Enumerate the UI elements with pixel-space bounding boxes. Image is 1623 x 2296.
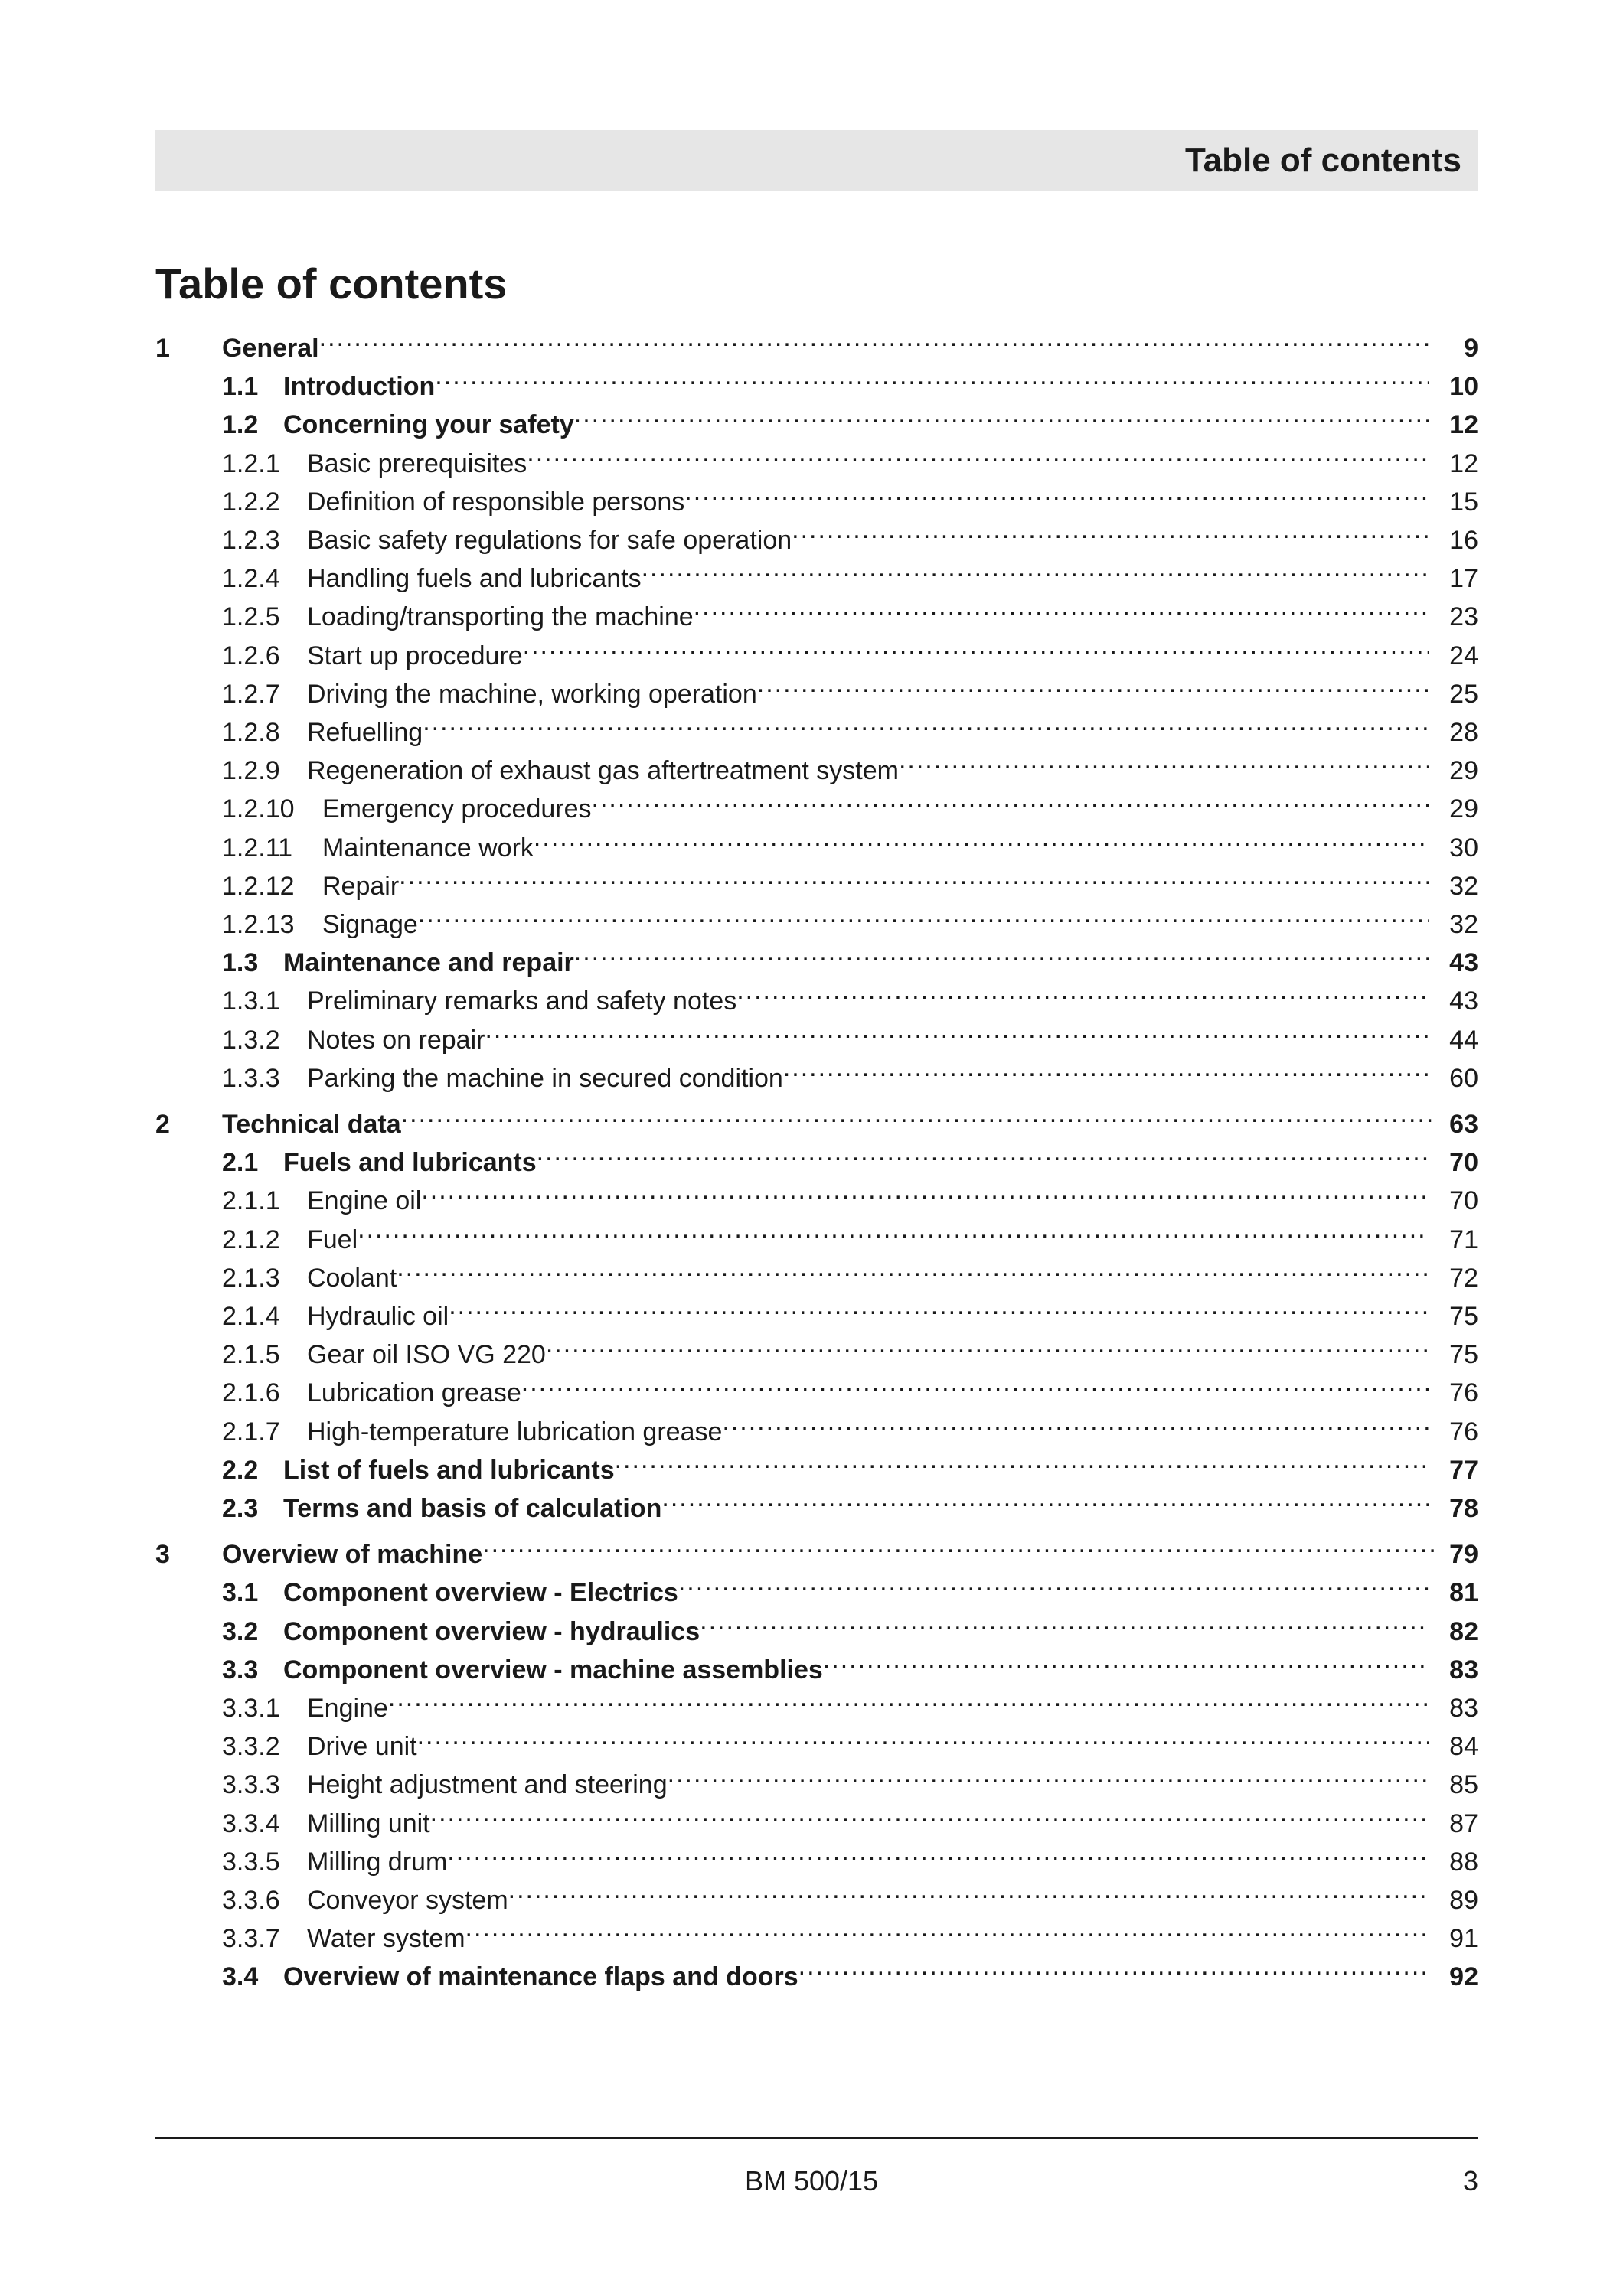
toc-entry[interactable] — [222, 664, 1478, 709]
toc-entry-title: Maintenance and repair — [283, 948, 574, 977]
toc-entry[interactable] — [222, 626, 1478, 670]
toc-entry-number: 1.2.1 — [222, 449, 280, 478]
toc-dot-leader — [899, 741, 1429, 779]
toc-entry-title: Lubrication grease — [307, 1378, 521, 1407]
toc-dot-leader — [418, 895, 1429, 933]
toc-entry[interactable] — [222, 357, 1478, 401]
toc-entry-page: 30 — [1449, 833, 1478, 863]
toc-dot-leader — [449, 1287, 1429, 1325]
toc-entry[interactable] — [155, 1525, 1478, 1569]
toc-entry-title: Notes on repair — [307, 1026, 485, 1055]
toc-entry-number: 2.1.6 — [222, 1378, 280, 1407]
toc-entry-number: 2.3 — [222, 1494, 259, 1523]
toc-entry-number: 1.2.10 — [222, 794, 295, 823]
toc-entry-page: 43 — [1449, 987, 1478, 1016]
toc-entry-page: 29 — [1449, 756, 1478, 785]
toc-entry[interactable] — [222, 1133, 1478, 1177]
toc-entry-page: 10 — [1449, 372, 1478, 401]
toc-entry-page: 63 — [1449, 1110, 1478, 1139]
toc-entry-title: Water system — [307, 1924, 465, 1953]
toc-dot-leader — [661, 1479, 1429, 1517]
toc-entry-title: Component overview - machine assemblies — [283, 1655, 823, 1684]
toc-entry-page: 16 — [1449, 526, 1478, 555]
toc-entry[interactable] — [222, 1210, 1478, 1254]
toc-dot-leader — [465, 1909, 1429, 1947]
toc-entry-title: Fuel — [307, 1225, 358, 1254]
toc-entry-title: Regeneration of exhaust gas aftertreatment system — [307, 756, 899, 785]
toc-entry-title: Handling fuels and lubricants — [307, 564, 642, 593]
toc-entry-title: Engine — [307, 1694, 388, 1723]
toc-entry-title: General — [222, 334, 319, 363]
toc-entry-title: Loading/transporting the machine — [307, 602, 694, 631]
toc-entry-number: 3.3.5 — [222, 1848, 280, 1877]
toc-dot-leader — [574, 933, 1429, 971]
toc-entry[interactable] — [222, 1640, 1478, 1684]
toc-entry-title: Introduction — [283, 372, 436, 401]
toc-entry-number: 1.2.2 — [222, 488, 280, 517]
toc-entry-title: Maintenance work — [322, 833, 534, 863]
toc-entry-title: Overview of maintenance flaps and doors — [283, 1962, 798, 1991]
toc-entry-page: 25 — [1449, 680, 1478, 709]
toc-entry-page: 89 — [1449, 1886, 1478, 1915]
toc-entry[interactable] — [222, 395, 1478, 439]
toc-entry-number: 3.3.6 — [222, 1886, 280, 1915]
toc-entry[interactable] — [155, 1094, 1478, 1139]
toc-entry-title: Engine oil — [307, 1186, 422, 1215]
toc-entry-number: 1.2 — [222, 410, 259, 439]
toc-dot-leader — [592, 779, 1429, 817]
toc-dot-leader — [447, 1832, 1429, 1870]
toc-entry-page: 77 — [1449, 1456, 1478, 1485]
toc-entry[interactable] — [222, 1678, 1478, 1723]
toc-entry-title: Refuelling — [307, 718, 423, 747]
toc-entry-number: 1.2.12 — [222, 872, 295, 901]
toc-entry-number: 3.3.1 — [222, 1694, 280, 1723]
toc-dot-leader — [678, 1563, 1429, 1601]
toc-entry-page: 29 — [1449, 794, 1478, 823]
toc-entry-title: High-temperature lubrication grease — [307, 1417, 723, 1446]
toc-entry-page: 60 — [1449, 1064, 1478, 1093]
toc-entry-number: 2.1.4 — [222, 1302, 280, 1331]
toc-entry-title: Terms and basis of calculation — [283, 1494, 662, 1523]
toc-dot-leader — [435, 357, 1429, 395]
toc-entry-page: 72 — [1449, 1264, 1478, 1293]
toc-entry-page: 82 — [1449, 1617, 1478, 1646]
toc-entry-number: 3.3 — [222, 1655, 259, 1684]
toc-entry-title: Definition of responsible persons — [307, 488, 685, 517]
toc-entry[interactable] — [222, 472, 1478, 517]
running-header — [155, 130, 1478, 191]
toc-entry-title: Gear oil ISO VG 220 — [307, 1340, 546, 1369]
toc-entry-page: 70 — [1449, 1186, 1478, 1215]
toc-entry-number: 1.3.3 — [222, 1064, 280, 1093]
running-header-title: Table of contents — [1185, 142, 1461, 179]
toc-dot-leader — [401, 1094, 1434, 1133]
toc-entry-page: 28 — [1449, 718, 1478, 747]
toc-dot-leader — [792, 510, 1429, 549]
toc-entry-number: 1.2.3 — [222, 526, 280, 555]
toc-dot-leader — [319, 318, 1434, 357]
toc-dot-leader — [430, 1794, 1429, 1832]
toc-entry[interactable] — [155, 318, 1478, 363]
toc-entry-page: 91 — [1449, 1924, 1478, 1953]
toc-entry-title: Basic prerequisites — [307, 449, 527, 478]
toc-entry-page: 76 — [1449, 1417, 1478, 1446]
toc-entry-title: Preliminary remarks and safety notes — [307, 987, 737, 1016]
toc-entry-page: 71 — [1449, 1225, 1478, 1254]
toc-dot-leader — [388, 1678, 1429, 1717]
toc-entry-number: 3.1 — [222, 1578, 259, 1607]
toc-dot-leader — [574, 395, 1429, 433]
toc-entry-title: Component overview - hydraulics — [283, 1617, 700, 1646]
toc-dot-leader — [823, 1640, 1429, 1678]
toc-entry-number: 1.2.11 — [222, 833, 293, 863]
toc-entry-number: 3.3.2 — [222, 1732, 280, 1761]
toc-entry-page: 17 — [1449, 564, 1478, 593]
toc-dot-leader — [722, 1402, 1429, 1440]
toc-entry-page: 92 — [1449, 1962, 1478, 1991]
toc-dot-leader — [508, 1870, 1429, 1909]
toc-entry-title: Emergency procedures — [322, 794, 592, 823]
toc-entry-page: 85 — [1449, 1770, 1478, 1799]
toc-entry-number: 3 — [155, 1540, 170, 1569]
toc-entry[interactable] — [222, 1602, 1478, 1646]
footer-document-id: BM 500/15 — [744, 2165, 879, 2197]
toc-entry-title: Component overview - Electrics — [283, 1578, 678, 1607]
toc-entry[interactable] — [222, 1010, 1478, 1055]
toc-dot-leader — [399, 856, 1429, 895]
toc-entry-title: Parking the machine in secured condition — [307, 1064, 783, 1093]
toc-dot-leader — [694, 587, 1429, 625]
toc-entry-page: 83 — [1449, 1694, 1478, 1723]
toc-entry-title: Milling unit — [307, 1809, 430, 1838]
toc-entry[interactable] — [222, 1402, 1478, 1446]
toc-dot-leader — [485, 1010, 1429, 1049]
toc-entry-page: 84 — [1449, 1732, 1478, 1761]
toc-entry-number: 2 — [155, 1110, 170, 1139]
toc-entry-page: 15 — [1449, 488, 1478, 517]
toc-entry[interactable] — [222, 933, 1478, 977]
toc-entry-number: 1.2.9 — [222, 756, 280, 785]
toc-entry[interactable] — [222, 1363, 1478, 1407]
toc-entry[interactable] — [222, 1325, 1478, 1369]
toc-entry[interactable] — [222, 895, 1478, 939]
toc-entry-number: 2.1.1 — [222, 1186, 280, 1215]
toc-entry-title: Overview of machine — [222, 1540, 483, 1569]
toc-entry-page: 75 — [1449, 1302, 1478, 1331]
toc-dot-leader — [642, 549, 1429, 587]
toc-dot-leader — [421, 1171, 1429, 1209]
toc-dot-leader — [527, 434, 1429, 472]
toc-entry[interactable] — [222, 971, 1478, 1016]
toc-dot-leader — [397, 1248, 1429, 1287]
toc-dot-leader — [757, 664, 1429, 703]
toc-dot-leader — [537, 1133, 1429, 1171]
toc-entry-title: Repair — [322, 872, 400, 901]
toc-entry[interactable] — [222, 1870, 1478, 1915]
toc-dot-leader — [482, 1525, 1434, 1563]
toc-entry-page: 81 — [1449, 1578, 1478, 1607]
toc-dot-leader — [684, 472, 1429, 510]
toc-entry[interactable] — [222, 434, 1478, 478]
toc-entry-title: Technical data — [222, 1110, 401, 1139]
toc-dot-leader — [423, 703, 1429, 741]
toc-entry-title: Signage — [322, 910, 418, 939]
toc-entry-title: Height adjustment and steering — [307, 1770, 668, 1799]
toc-entry-page: 24 — [1449, 641, 1478, 670]
toc-entry-number: 1.2.8 — [222, 718, 280, 747]
toc-entry[interactable] — [222, 1947, 1478, 1991]
toc-entry-number: 1.2.4 — [222, 564, 280, 593]
toc-entry-number: 3.2 — [222, 1617, 259, 1646]
toc-entry-number: 2.1.7 — [222, 1417, 280, 1446]
toc-entry-page: 83 — [1449, 1655, 1478, 1684]
toc-entry-title: Coolant — [307, 1264, 397, 1293]
toc-entry-title: Hydraulic oil — [307, 1302, 449, 1331]
toc-entry-number: 1.2.5 — [222, 602, 280, 631]
toc-entry-page: 9 — [1464, 334, 1478, 363]
toc-entry-number: 1.2.7 — [222, 680, 280, 709]
toc-entry[interactable] — [222, 549, 1478, 593]
toc-entry-page: 76 — [1449, 1378, 1478, 1407]
toc-dot-leader — [798, 1947, 1429, 1985]
toc-dot-leader — [736, 971, 1429, 1009]
toc-entry[interactable] — [222, 1440, 1478, 1485]
toc-entry-title: Start up procedure — [307, 641, 523, 670]
toc-entry-title: List of fuels and lubricants — [283, 1456, 615, 1485]
toc-entry-number: 1 — [155, 334, 170, 363]
toc-entry[interactable] — [222, 1717, 1478, 1761]
toc-entry-number: 2.2 — [222, 1456, 259, 1485]
footer-page-number: 3 — [1462, 2165, 1478, 2197]
page-title: Table of contents — [155, 259, 508, 308]
toc-entry[interactable] — [222, 1909, 1478, 1953]
toc-entry-page: 75 — [1449, 1340, 1478, 1369]
toc-dot-leader — [546, 1325, 1429, 1363]
footer-divider — [155, 2137, 1478, 2139]
toc-entry-number: 1.2.13 — [222, 910, 295, 939]
toc-entry-title: Conveyor system — [307, 1886, 508, 1915]
toc-entry-number: 2.1 — [222, 1148, 259, 1177]
toc-dot-leader — [358, 1210, 1429, 1248]
toc-dot-leader — [523, 626, 1429, 664]
toc-entry[interactable] — [222, 703, 1478, 747]
toc-entry[interactable] — [222, 818, 1478, 863]
toc-entry-page: 88 — [1449, 1848, 1478, 1877]
toc-entry[interactable] — [222, 779, 1478, 823]
toc-entry-number: 1.1 — [222, 372, 259, 401]
toc-entry-page: 23 — [1449, 602, 1478, 631]
toc-dot-leader — [783, 1049, 1429, 1087]
toc-entry-number: 1.3 — [222, 948, 259, 977]
toc-entry-page: 32 — [1449, 872, 1478, 901]
toc-entry[interactable] — [222, 1755, 1478, 1799]
toc-dot-leader — [521, 1363, 1429, 1401]
toc-dot-leader — [615, 1440, 1429, 1479]
toc-entry[interactable] — [222, 1049, 1478, 1093]
toc-entry-title: Drive unit — [307, 1732, 417, 1761]
toc-entry-title: Basic safety regulations for safe operation — [307, 526, 792, 555]
toc-entry-number: 3.4 — [222, 1962, 259, 1991]
toc-entry-number: 1.2.6 — [222, 641, 280, 670]
toc-dot-leader — [534, 818, 1429, 856]
toc-entry-title: Concerning your safety — [283, 410, 574, 439]
toc-entry-page: 87 — [1449, 1809, 1478, 1838]
toc-entry-page: 70 — [1449, 1148, 1478, 1177]
toc-entry-number: 2.1.2 — [222, 1225, 280, 1254]
toc-dot-leader — [700, 1602, 1429, 1640]
toc-entry-page: 43 — [1449, 948, 1478, 977]
toc-entry-page: 32 — [1449, 910, 1478, 939]
toc-entry[interactable] — [222, 1171, 1478, 1215]
toc-entry-number: 3.3.7 — [222, 1924, 280, 1953]
toc-entry-page: 12 — [1449, 410, 1478, 439]
toc-entry-page: 44 — [1449, 1026, 1478, 1055]
toc-entry[interactable] — [222, 856, 1478, 901]
toc-entry-number: 1.3.1 — [222, 987, 280, 1016]
toc-entry-number: 2.1.5 — [222, 1340, 280, 1369]
toc-entry-page: 78 — [1449, 1494, 1478, 1523]
toc-entry-title: Milling drum — [307, 1848, 448, 1877]
toc-entry-number: 2.1.3 — [222, 1264, 280, 1293]
toc-dot-leader — [668, 1755, 1429, 1793]
toc-entry-title: Fuels and lubricants — [283, 1148, 537, 1177]
toc-entry[interactable] — [222, 1479, 1478, 1523]
toc-entry-number: 1.3.2 — [222, 1026, 280, 1055]
toc-entry[interactable] — [222, 1248, 1478, 1293]
toc-entry[interactable] — [222, 1563, 1478, 1607]
toc-entry[interactable] — [222, 587, 1478, 631]
toc-entry[interactable] — [222, 1832, 1478, 1877]
toc-dot-leader — [417, 1717, 1429, 1755]
toc-entry-title: Driving the machine, working operation — [307, 680, 757, 709]
toc-entry[interactable] — [222, 741, 1478, 785]
toc-entry-page: 12 — [1449, 449, 1478, 478]
toc-entry-number: 3.3.3 — [222, 1770, 280, 1799]
toc-entry-number: 3.3.4 — [222, 1809, 280, 1838]
toc-entry[interactable] — [222, 1794, 1478, 1838]
toc-entry[interactable] — [222, 510, 1478, 555]
toc-entry-page: 79 — [1449, 1540, 1478, 1569]
toc-entry[interactable] — [222, 1287, 1478, 1331]
